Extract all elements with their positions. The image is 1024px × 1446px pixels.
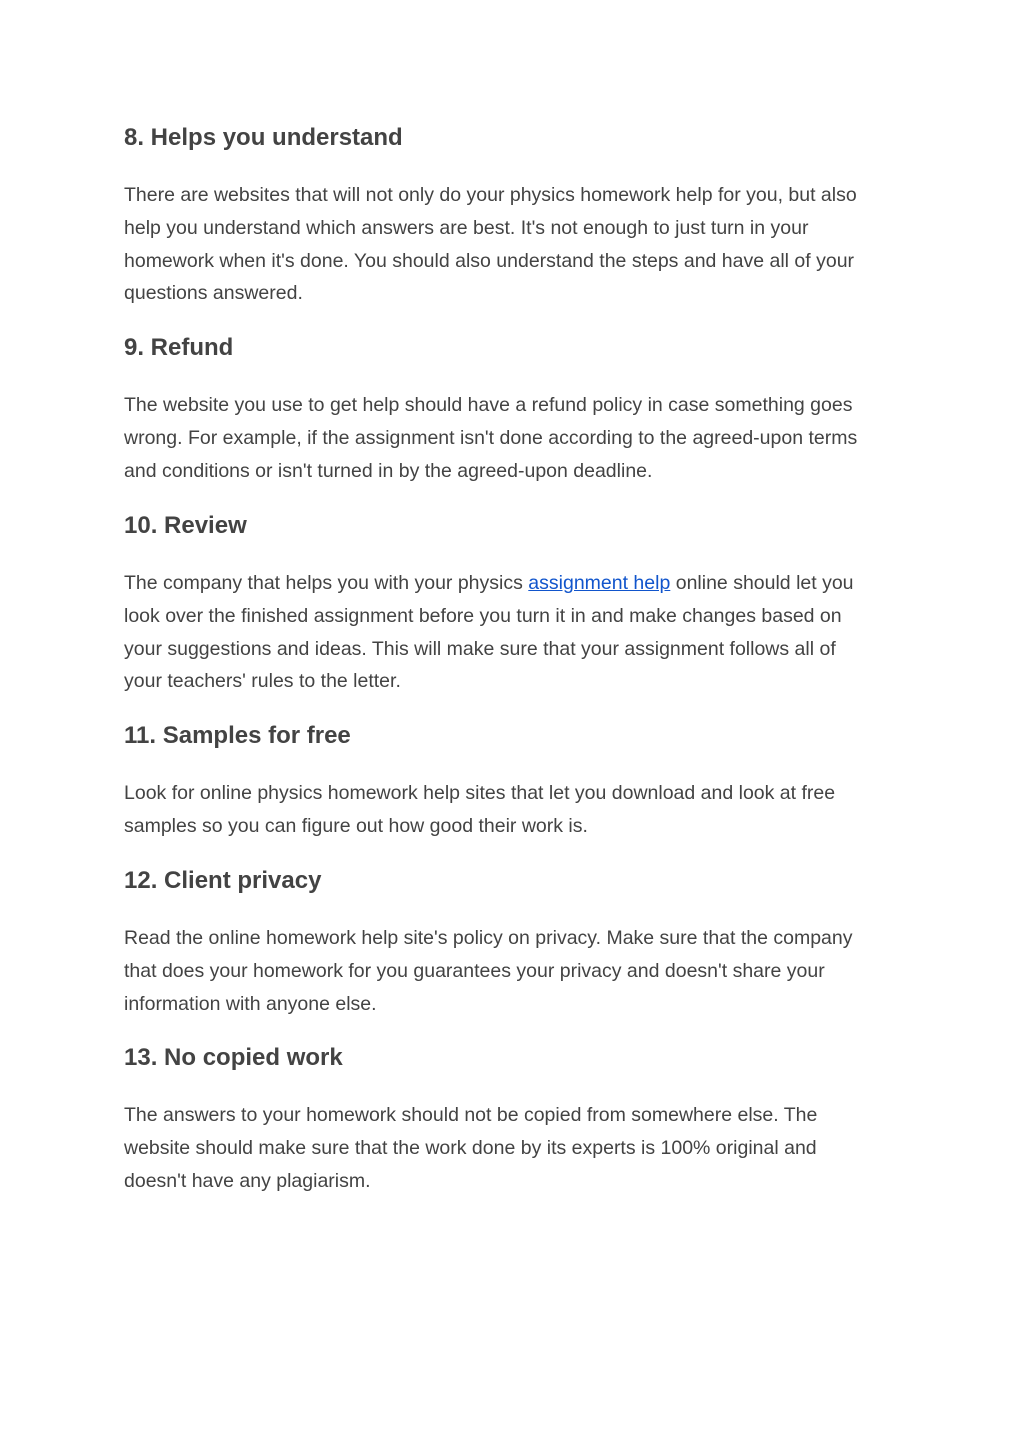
- section-paragraph: [124, 389, 914, 487]
- paragraph-line: The answers to your homework should not be copied from somewhere else. The: [124, 1104, 818, 1126]
- paragraph-line: your teachers' rules to the letter.: [124, 670, 401, 693]
- section-paragraph: [124, 777, 914, 843]
- section-paragraph: [124, 922, 914, 1020]
- paragraph-line: that does your homework for you guarantees your privacy and doesn't share your: [124, 959, 825, 982]
- paragraph-line: homework when it's done. You should also understand the steps and have all of your: [124, 249, 855, 272]
- paragraph-line: and conditions or isn't turned in by the agreed-upon deadline.: [124, 459, 653, 482]
- section-heading: 8. Helps you understand: [124, 124, 403, 151]
- paragraph-line: website should make sure that the work done by its experts is 100% original and: [124, 1136, 817, 1159]
- section-helps-you-understand: [124, 124, 914, 310]
- paragraph-line: The website you use to get help should have a refund policy in case something goes: [124, 394, 853, 416]
- section-heading: 11. Samples for free: [124, 722, 351, 749]
- section-heading: 13. No copied work: [124, 1044, 343, 1071]
- paragraph-line: questions answered.: [124, 282, 303, 305]
- paragraph-line: help you understand which answers are best. It's not enough to just turn in your: [124, 216, 809, 239]
- paragraph-line: your suggestions and ideas. This will make sure that your assignment follows all of: [124, 637, 836, 660]
- section-paragraph: [124, 1099, 914, 1197]
- section-heading: 12. Client privacy: [124, 867, 322, 894]
- assignment-help-link[interactable]: assignment help: [528, 572, 671, 594]
- section-client-privacy: [124, 867, 914, 1020]
- paragraph-text: online should let you: [670, 572, 854, 594]
- section-no-copied-work: [124, 1044, 914, 1197]
- section-heading: 10. Review: [124, 512, 247, 539]
- paragraph-line: doesn't have any plagiarism.: [124, 1169, 371, 1192]
- section-heading: 9. Refund: [124, 334, 234, 361]
- section-paragraph: [124, 567, 914, 698]
- paragraph-line: Read the online homework help site's policy on privacy. Make sure that the company: [124, 927, 853, 949]
- paragraph-text: The company that helps you with your physics: [124, 572, 529, 594]
- paragraph-line: There are websites that will not only do your physics homework help for you, but also: [124, 184, 857, 206]
- section-samples-for-free: [124, 722, 914, 843]
- paragraph-line: look over the finished assignment before you turn it in and make changes based on: [124, 604, 842, 627]
- paragraph-line: information with anyone else.: [124, 992, 377, 1015]
- paragraph-line: samples so you can figure out how good their work is.: [124, 814, 588, 837]
- paragraph-line: Look for online physics homework help sites that let you download and look at free: [124, 782, 836, 804]
- paragraph-line: wrong. For example, if the assignment isn't done according to the agreed-upon terms: [124, 426, 858, 449]
- section-refund: [124, 334, 914, 487]
- section-paragraph: [124, 179, 914, 310]
- paragraph-line: [124, 567, 914, 600]
- section-review: [124, 512, 914, 698]
